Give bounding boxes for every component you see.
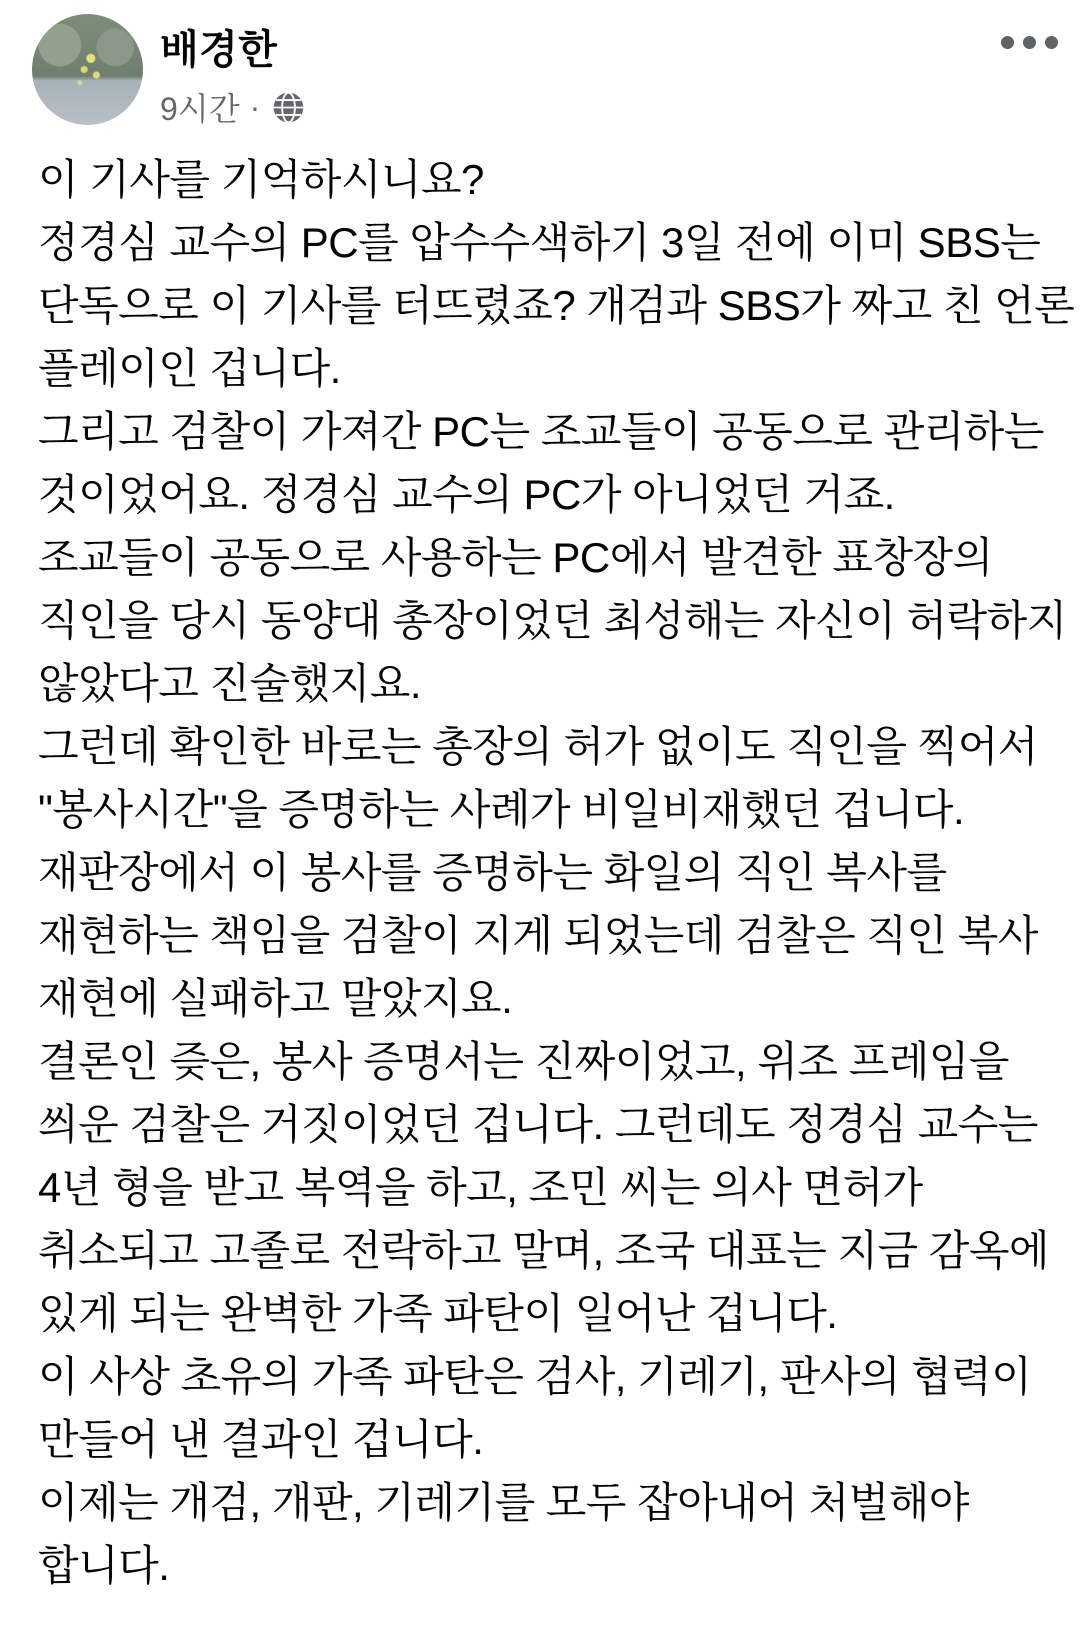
post-text-line: 재현에 실패하고 말았지요. — [38, 975, 513, 1022]
meta-separator: · — [249, 88, 261, 125]
globe-icon — [272, 91, 305, 124]
post-text-line: 있게 되는 완벽한 가족 파탄이 일어난 겁니다. — [38, 1290, 838, 1337]
post-text-line: 플레이인 겁니다. — [38, 345, 341, 392]
post-meta — [160, 84, 305, 130]
post-text-line: 씌운 검찰은 거짓이었던 겁니다. 그런데도 정경심 교수는 — [38, 1101, 1038, 1148]
post-text-line: 재현하는 책임을 검찰이 지게 되었는데 검찰은 직인 복사 — [38, 912, 1038, 959]
post-text-line: "봉사시간"을 증명하는 사례가 비일비재했던 겁니다. — [38, 786, 965, 833]
post-text-line: 조교들이 공동으로 사용하는 PC에서 발견한 표창장의 — [38, 534, 993, 581]
post-text-line: 재판장에서 이 봉사를 증명하는 화일의 직인 복사를 — [38, 849, 947, 896]
post-text-line: 이제는 개검, 개판, 기레기를 모두 잡아내어 처벌해야 — [38, 1479, 969, 1526]
post-text-line: 만들어 낸 결과인 겁니다. — [38, 1416, 484, 1463]
post-text-line: 것이었어요. 정경심 교수의 PC가 아니었던 거죠. — [38, 471, 895, 518]
menu-dot — [1001, 36, 1014, 49]
ellipsis-menu-icon[interactable] — [978, 24, 1058, 60]
post-text-line: 4년 형을 받고 복역을 하고, 조민 씨는 의사 면허가 — [38, 1164, 923, 1211]
post-text-line: 이 사상 초유의 가족 파탄은 검사, 기레기, 판사의 협력이 — [38, 1353, 1032, 1400]
post-text-line: 취소되고 고졸로 전락하고 말며, 조국 대표는 지금 감옥에 — [38, 1227, 1050, 1274]
post-body — [38, 148, 1075, 1597]
post-text-line: 결론인 즞은, 봉사 증명서는 진짜이었고, 위조 프레임을 — [38, 1038, 1009, 1085]
post-text-line: 이 기사를 기억하시니요? — [38, 156, 484, 203]
post-text-line: 그리고 검찰이 가져간 PC는 조교들이 공동으로 관리하는 — [38, 408, 1044, 455]
post-text-line: 단독으로 이 기사를 터뜨렸죠? 개검과 SBS가 짜고 친 언론 — [38, 282, 1075, 329]
post-text-line: 합니다. — [38, 1542, 170, 1589]
post-text-line: 직인을 당시 동양대 총장이었던 최성해는 자신이 허락하지 — [38, 597, 1067, 644]
post-text-line: 않았다고 진술했지요. — [38, 660, 421, 707]
post-text-line: 그런데 확인한 바로는 총장의 허가 없이도 직인을 찍어서 — [38, 723, 1038, 770]
post-text-line: 정경심 교수의 PC를 압수수색하기 3일 전에 이미 SBS는 — [38, 219, 1041, 266]
menu-dot — [1045, 36, 1058, 49]
menu-dot — [1023, 36, 1036, 49]
post-header — [0, 0, 1080, 140]
profile-photo[interactable] — [32, 14, 143, 125]
author-name[interactable]: 배경한 — [160, 28, 278, 72]
timestamp[interactable]: 9시간 — [160, 91, 240, 127]
